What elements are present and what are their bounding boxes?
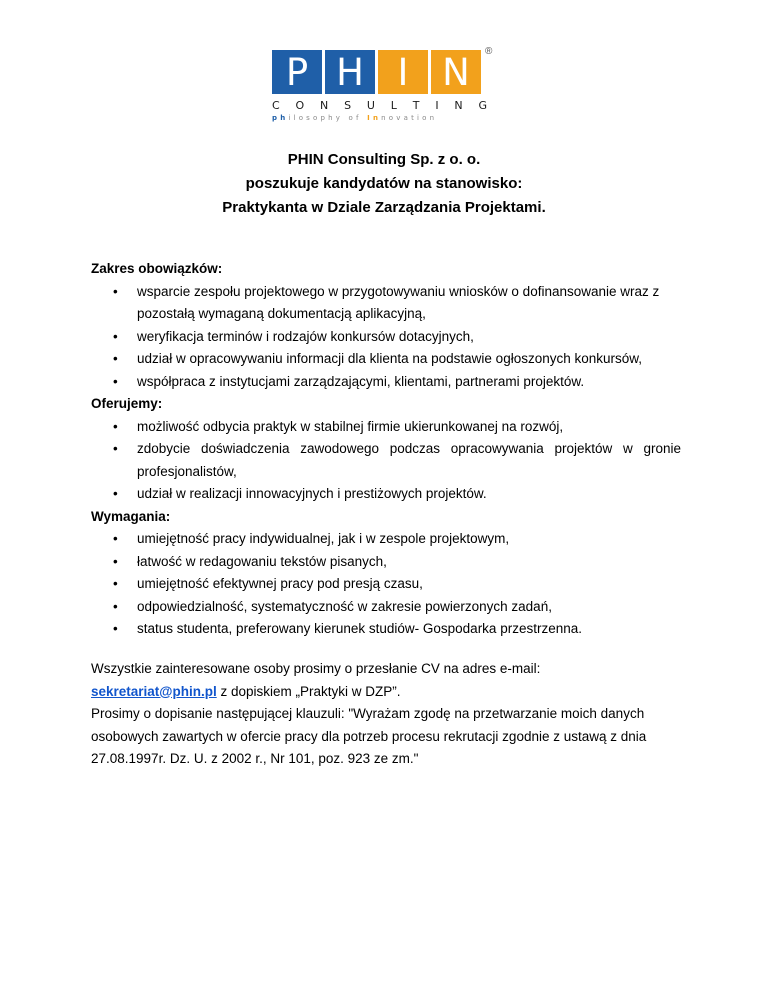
logo-letter-tiles: [272, 50, 481, 94]
logo-tile-i: I: [378, 50, 428, 94]
list-item: [91, 371, 681, 394]
list-item-text: współpraca z instytucjami zarządzającymi, klientami, partnerami projektów.: [137, 373, 585, 389]
bullet-list: [91, 528, 681, 641]
bullet-icon: •: [113, 283, 118, 299]
list-item: [91, 326, 681, 349]
list-item-text: wsparcie zespołu projektowego w przygotowywaniu wniosków o dofinansowanie wraz z pozostałą wymaganą dokumentacją aplikacyjną,: [137, 283, 660, 321]
list-item: [91, 348, 681, 371]
bullet-icon: •: [113, 418, 118, 434]
list-item-text: umiejętność pracy indywidualnej, jak i w zespole projektowym,: [137, 531, 510, 546]
list-item: [91, 596, 681, 619]
bullet-icon: •: [113, 351, 118, 366]
position-title: Praktykanta w Dziale Zarządzania Projektami.: [222, 199, 546, 216]
logo-tagline: [272, 114, 487, 122]
logo-tile-n: N: [431, 50, 481, 94]
phin-consulting-logo: [272, 48, 502, 123]
bullet-icon: •: [113, 576, 118, 591]
list-item: [91, 438, 681, 483]
section-requirements: [91, 506, 681, 641]
logo-consulting-text: C O N S U L T I N G: [272, 99, 487, 112]
bullet-icon: •: [113, 531, 118, 546]
application-instructions: [91, 658, 691, 771]
list-item-text: weryfikacja terminów i rodzajów konkursów dotacyjnych,: [137, 328, 474, 344]
logo-tagline-ilosophy: ilosophy of: [288, 114, 368, 122]
bullet-list: [91, 281, 681, 394]
logo-tagline-novation: novation: [381, 114, 438, 122]
logo-tile-p: P: [272, 50, 322, 94]
list-item-text: umiejętność efektywnej pracy pod presją czasu,: [137, 576, 423, 591]
bullet-icon: •: [113, 621, 118, 636]
list-item-text: łatwość w redagowaniu tekstów pisanych,: [137, 553, 387, 569]
bullet-icon: •: [113, 373, 118, 389]
list-item: [91, 281, 681, 326]
bullet-icon: •: [113, 486, 118, 501]
list-item-text: udział w opracowywaniu informacji dla klienta na podstawie ogłoszonych konkursów,: [137, 351, 643, 366]
job-offer-content: [91, 258, 681, 641]
logo-tile-h: H: [325, 50, 375, 94]
list-item: [91, 416, 681, 439]
section-offer: [91, 393, 681, 506]
email-note: z dopiskiem „Praktyki w DZP”.: [216, 683, 401, 699]
bullet-icon: •: [113, 441, 118, 456]
consent-clause: Prosimy o dopisanie następującej klauzuli: "Wyrażam zgodę na przetwarzanie moich danych osobowych zawartych w ofercie pracy dla potrzeb procesu rekrutacji zgodnie z ustawą z dnia 27.08.1997r. Dz. U. z 2002 r., Nr 101, poz. 923 ze zm.": [91, 706, 647, 766]
email-line: [91, 681, 691, 704]
bullet-icon: •: [113, 328, 118, 344]
section-title: Oferujemy:: [91, 396, 163, 411]
list-item: [91, 573, 681, 596]
list-item: [91, 528, 681, 551]
logo-tagline-in: In: [367, 114, 382, 122]
registered-trademark-icon: ®: [485, 46, 493, 57]
section-title: Zakres obowiązków:: [91, 261, 223, 276]
email-link[interactable]: sekretariat@phin.pl: [91, 683, 217, 699]
section-responsibilities: [91, 258, 681, 393]
job-offer-header: [0, 148, 768, 220]
list-item: [91, 483, 681, 506]
list-item-text: udział w realizacji innowacyjnych i prestiżowych projektów.: [137, 486, 487, 501]
list-item-text: zdobycie doświadczenia zawodowego podczas opracowywania projektów w gronie profesjonalistów,: [137, 441, 681, 479]
logo-tagline-ph: ph: [272, 114, 289, 122]
application-intro: Wszystkie zainteresowane osoby prosimy o przesłanie CV na adres e-mail:: [91, 661, 541, 676]
bullet-list: [91, 416, 681, 506]
company-name: PHIN Consulting Sp. z o. o.: [287, 151, 481, 168]
list-item: [91, 618, 681, 641]
header-subtitle: poszukuje kandydatów na stanowisko:: [245, 175, 523, 192]
section-title: Wymagania:: [91, 508, 171, 524]
list-item-text: status studenta, preferowany kierunek studiów- Gospodarka przestrzenna.: [137, 621, 582, 636]
list-item-text: odpowiedzialność, systematyczność w zakresie powierzonych zadań,: [137, 598, 552, 614]
bullet-icon: •: [113, 553, 118, 569]
list-item-text: możliwość odbycia praktyk w stabilnej firmie ukierunkowanej na rozwój,: [137, 418, 564, 434]
list-item: [91, 551, 681, 574]
bullet-icon: •: [113, 598, 118, 614]
